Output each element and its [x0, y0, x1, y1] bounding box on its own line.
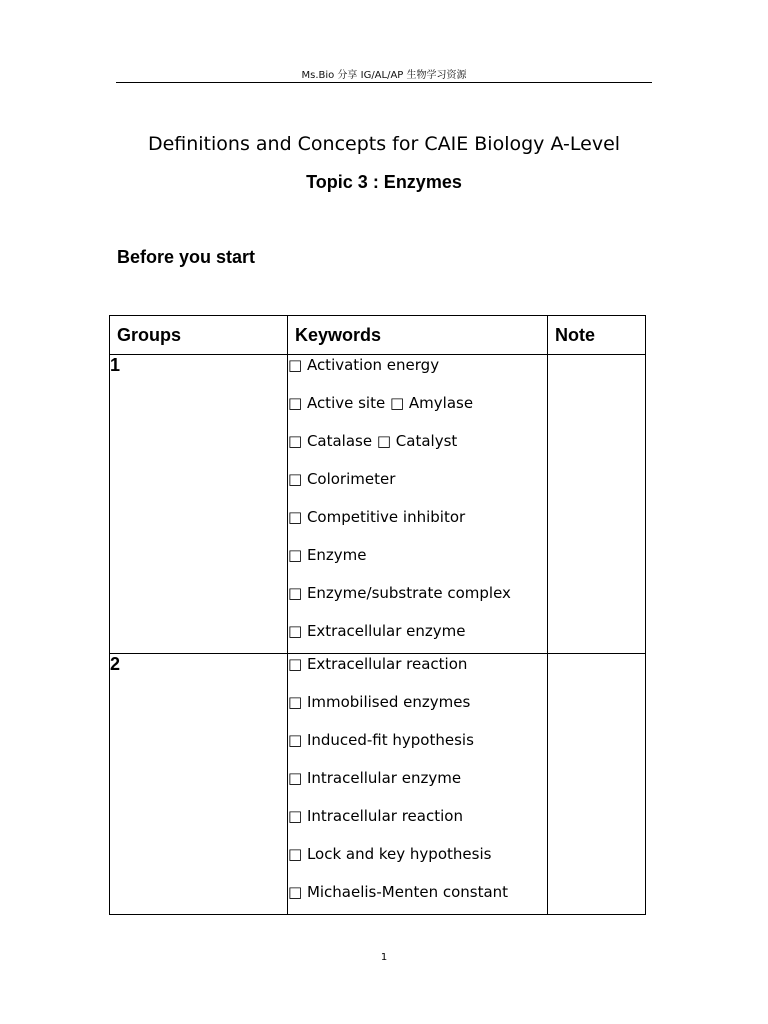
- running-header: Ms.Bio 分享 IG/AL/AP 生物学习资源: [301, 70, 467, 81]
- table-header-row: [110, 316, 646, 355]
- keyword-item: □ Michaelis-Menten constant: [288, 883, 509, 901]
- table-row: [110, 654, 646, 915]
- group-number: 1: [110, 355, 288, 654]
- keyword-item: □ Activation energy: [288, 356, 440, 374]
- keyword-item: □ Induced-fit hypothesis: [288, 731, 474, 749]
- keyword-list: [288, 355, 548, 654]
- keyword-list: [288, 654, 548, 915]
- table-row: [110, 355, 646, 654]
- keyword-item: □ Catalase □ Catalyst: [288, 432, 458, 450]
- column-header-keywords: Keywords: [288, 316, 548, 355]
- note-cell: [548, 355, 646, 654]
- keyword-item: □ Intracellular reaction: [288, 807, 463, 825]
- keywords-table: [109, 315, 646, 915]
- document-title: Definitions and Concepts for CAIE Biology A-Level: [147, 133, 621, 155]
- keyword-item: □ Immobilised enzymes: [288, 693, 471, 711]
- keyword-item: □ Enzyme/substrate complex: [288, 584, 511, 602]
- keyword-item: □ Extracellular enzyme: [288, 622, 466, 640]
- keyword-item: □ Competitive inhibitor: [288, 508, 466, 526]
- keyword-item: □ Enzyme: [288, 546, 367, 564]
- note-cell: [548, 654, 646, 915]
- keyword-item: □ Colorimeter: [288, 470, 396, 488]
- header-divider: [116, 82, 652, 83]
- column-header-note: Note: [548, 316, 646, 355]
- keyword-item: □ Lock and key hypothesis: [288, 845, 492, 863]
- keyword-item: □ Intracellular enzyme: [288, 769, 462, 787]
- column-header-groups: Groups: [110, 316, 288, 355]
- group-number: 2: [110, 654, 288, 915]
- page-number: 1: [380, 952, 388, 963]
- keyword-item: □ Extracellular reaction: [288, 655, 468, 673]
- document-subtitle: Topic 3 : Enzymes: [306, 172, 462, 192]
- keyword-item: □ Active site □ Amylase: [288, 394, 474, 412]
- section-heading: Before you start: [117, 247, 256, 267]
